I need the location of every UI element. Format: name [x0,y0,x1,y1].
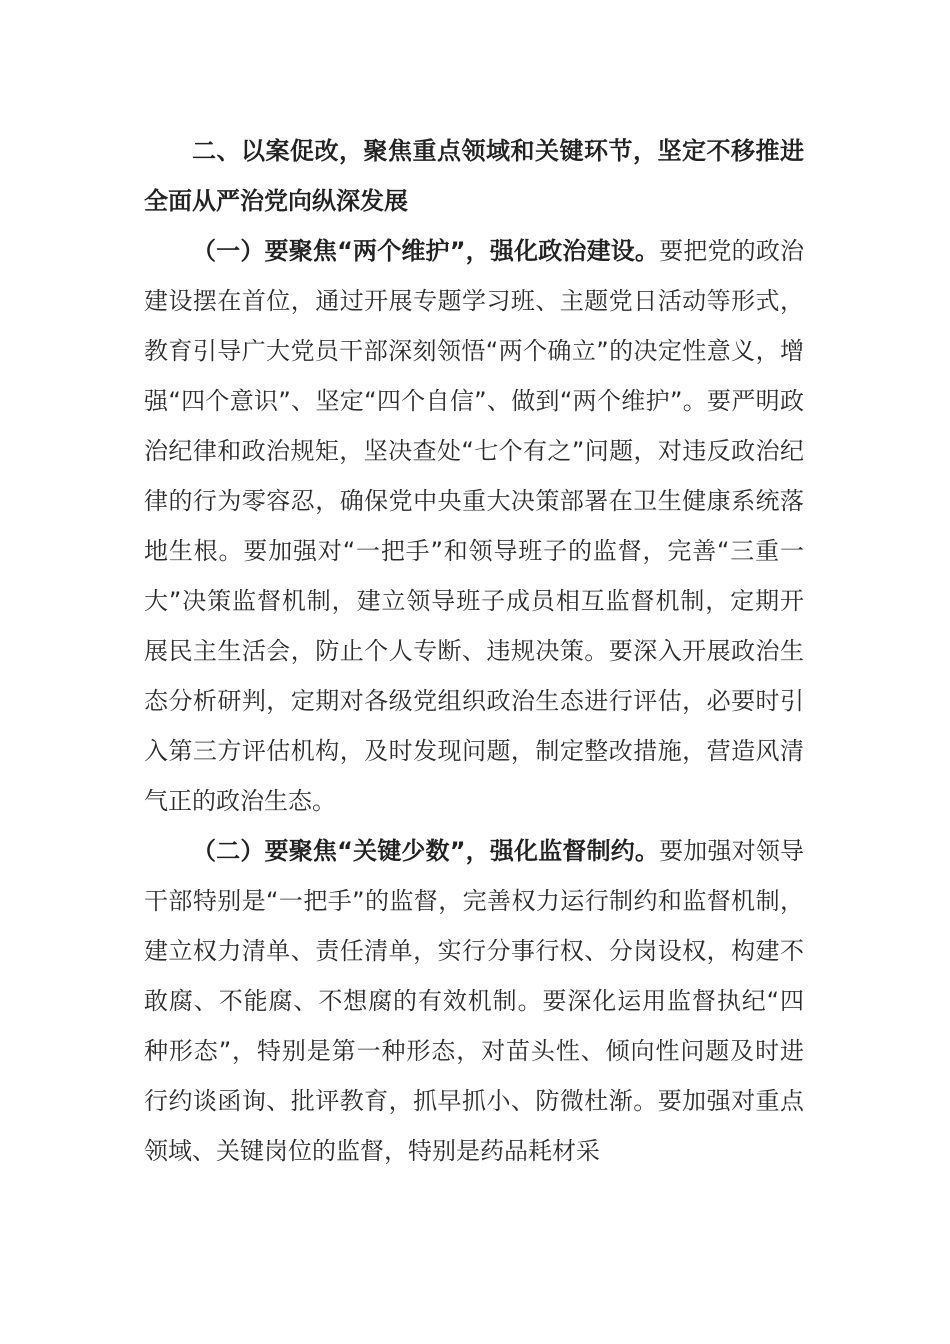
paragraph-lead: （二）要聚焦“关键少数”，强化监督制约。 [192,837,660,865]
paragraph-political-building [144,226,804,826]
paragraph-lead: （一）要聚焦“两个维护”，强化政治建设。 [192,237,660,265]
paragraph-supervision [144,826,804,1176]
paragraph-body: 要加强对领导干部特别是“一把手”的监督，完善权力运行制约和监督机制，建立权力清单、责任清单，实行分事行权、分岗设权，构建不敢腐、不能腐、不想腐的有效机制。要深化运用监督执纪“四种形态”，特别是第一种形态，对苗头性、倾向性问题及时进行约谈函询、批评教育，抓早抓小、防微杜渐。要加强对重点领域、关键岗位的监督，特别是药品耗材采 [144,837,804,1165]
paragraph-body: 要把党的政治建设摆在首位，通过开展专题学习班、主题党日活动等形式，教育引导广大党员干部深刻领悟“两个确立”的决定性意义，增强“四个意识”、坚定“四个自信”、做到“两个维护”。要严明政治纪律和政治规矩，坚决查处“七个有之”问题，对违反政治纪律的行为零容忍，确保党中央重大决策部署在卫生健康系统落地生根。要加强对“一把手”和领导班子的监督，完善“三重一大”决策监督机制，建立领导班子成员相互监督机制，定期开展民主生活会，防止个人专断、违规决策。要深入开展政治生态分析研判，定期对各级党组织政治生态进行评估，必要时引入第三方评估机构，及时发现问题，制定整改措施，营造风清气正的政治生态。 [144,237,804,815]
section-heading: 二、以案促改，聚焦重点领域和关键环节，坚定不移推进全面从严治党向纵深发展 [144,137,804,215]
document-body [144,126,804,1176]
